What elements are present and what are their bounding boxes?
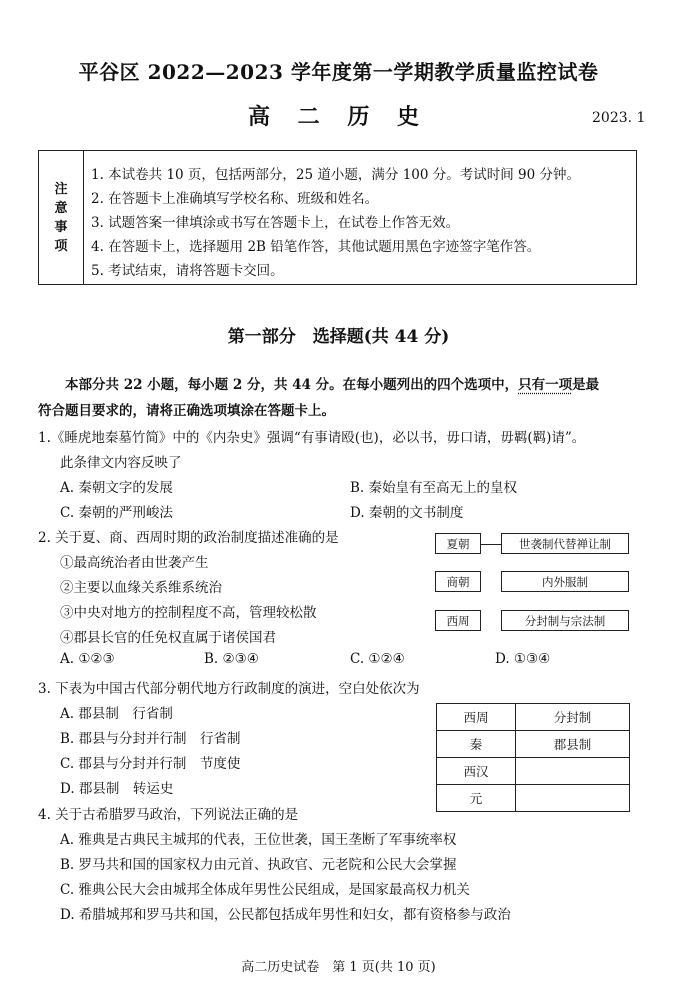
table-cell-dynasty: 西汉 bbox=[437, 758, 516, 785]
diagram-system-box: 分封制与宗法制 bbox=[501, 610, 629, 631]
q2-statement: ②主要以血缘关系维系统治 bbox=[60, 580, 222, 596]
q1-stem-cont: 此条律文内容反映了 bbox=[60, 455, 182, 471]
part-title: 第一部分 选择题(共 44 分) bbox=[227, 327, 450, 347]
diagram-system-box: 世袭制代替禅让制 bbox=[501, 533, 629, 554]
diagram-system-box: 内外服制 bbox=[501, 571, 629, 592]
q2-option-a: A. ①②③ bbox=[60, 651, 115, 667]
q1-option-a: A. 秦朝文字的发展 bbox=[60, 480, 173, 496]
q4-option-b: B. 罗马共和国的国家权力由元首、执政官、元老院和公民大会掌握 bbox=[60, 857, 457, 873]
table-row bbox=[437, 785, 630, 812]
q4-option-a: A. 雅典是古典民主城邦的代表，王位世袭，国王垄断了军事统率权 bbox=[60, 832, 457, 848]
table-row bbox=[437, 731, 630, 758]
q3-stem: 3. 下表为中国古代部分朝代地方行政制度的演进，空白处依次为 bbox=[38, 681, 420, 697]
intro-emphasis: 只有一项 bbox=[518, 377, 573, 393]
q1-stem: 1.《睡虎地秦墓竹简》中的《内杂史》强调“有事请殴(也)，必以书，毋口请，毋羁(羁)请”。 bbox=[38, 430, 586, 446]
notice-label-char: 事 bbox=[54, 219, 68, 235]
table-cell-system: 郡县制 bbox=[516, 731, 630, 758]
table-cell-dynasty: 西周 bbox=[437, 704, 516, 731]
q3-table bbox=[436, 703, 630, 812]
diagram-dynasty-box: 商朝 bbox=[435, 571, 481, 592]
table-cell-dynasty: 元 bbox=[437, 785, 516, 812]
notice-item: 1. 本试卷共 10 页，包括两部分，25 道小题，满分 100 分。考试时间 90 分钟。 bbox=[91, 167, 581, 183]
notice-label-char: 意 bbox=[54, 200, 68, 216]
notice-item: 2. 在答题卡上准确填写学校名称、班级和姓名。 bbox=[91, 191, 379, 207]
table-cell-dynasty: 秦 bbox=[437, 731, 516, 758]
q1-option-d: D. 秦朝的文书制度 bbox=[350, 505, 464, 521]
q4-option-c: C. 雅典公民大会由城邦全体成年男性公民组成，是国家最高权力机关 bbox=[60, 882, 470, 898]
intro-text: 符合题目要求的，请将正确选项填涂在答题卡上。 bbox=[38, 403, 335, 419]
q2-option-b: B. ②③④ bbox=[204, 651, 259, 667]
table-cell-system bbox=[516, 758, 630, 785]
notice-label-char: 项 bbox=[54, 238, 68, 254]
notice-label bbox=[39, 151, 84, 284]
q3-option-b: B. 郡县与分封并行制 行省制 bbox=[60, 731, 241, 747]
notice-box bbox=[38, 150, 637, 285]
q3-option-c: C. 郡县与分封并行制 节度使 bbox=[60, 756, 241, 772]
q4-stem: 4. 关于古希腊罗马政治，下列说法正确的是 bbox=[38, 807, 299, 823]
q3-option-a: A. 郡县制 行省制 bbox=[60, 706, 173, 722]
q2-statement: ①最高统治者由世袭产生 bbox=[60, 555, 209, 571]
q1-option-b: B. 秦始皇有至高无上的皇权 bbox=[350, 480, 518, 496]
q1-option-c: C. 秦朝的严刑峻法 bbox=[60, 505, 173, 521]
intro-text: 本部分共 22 小题，每小题 2 分，共 44 分。在每小题列出的四个选项中， bbox=[65, 377, 519, 393]
part-intro bbox=[38, 372, 646, 424]
diagram-dynasty-box: 西周 bbox=[435, 610, 481, 631]
table-cell-system: 分封制 bbox=[516, 704, 630, 731]
q2-statement: ④郡县长官的任免权直属于诸侯国君 bbox=[60, 630, 276, 646]
notice-label-char: 注 bbox=[54, 181, 68, 197]
q4-option-d: D. 希腊城邦和罗马共和国，公民都包括成年男性和妇女，都有资格参与政治 bbox=[60, 907, 511, 923]
page-footer: 高二历史试卷 第 1 页(共 10 页) bbox=[241, 960, 436, 975]
q2-option-d: D. ①③④ bbox=[495, 651, 551, 667]
q2-stem: 2. 关于夏、商、西周时期的政治制度描述准确的是 bbox=[38, 530, 339, 546]
exam-title: 平谷区 2022—2023 学年度第一学期教学质量监控试卷 bbox=[78, 60, 599, 84]
table-row bbox=[437, 704, 630, 731]
diagram-connector bbox=[481, 544, 501, 545]
table-cell-system bbox=[516, 785, 630, 812]
exam-date: 2023. 1 bbox=[592, 110, 646, 126]
notice-item: 5. 考试结束，请将答题卡交回。 bbox=[91, 263, 284, 279]
q3-option-d: D. 郡县制 转运史 bbox=[60, 781, 174, 797]
exam-subject: 高 二 历 史 bbox=[248, 104, 429, 130]
notice-item: 3. 试题答案一律填涂或书写在答题卡上，在试卷上作答无效。 bbox=[91, 215, 460, 231]
intro-text: 是最 bbox=[572, 377, 600, 393]
q2-statement: ③中央对地方的控制程度不高，管理较松散 bbox=[60, 605, 317, 621]
diagram-dynasty-box: 夏朝 bbox=[435, 533, 481, 554]
q2-option-c: C. ①②④ bbox=[350, 651, 405, 667]
table-row bbox=[437, 758, 630, 785]
notice-item: 4. 在答题卡上，选择题用 2B 铅笔作答，其他试题用黑色字迹签字笔作答。 bbox=[91, 239, 541, 255]
